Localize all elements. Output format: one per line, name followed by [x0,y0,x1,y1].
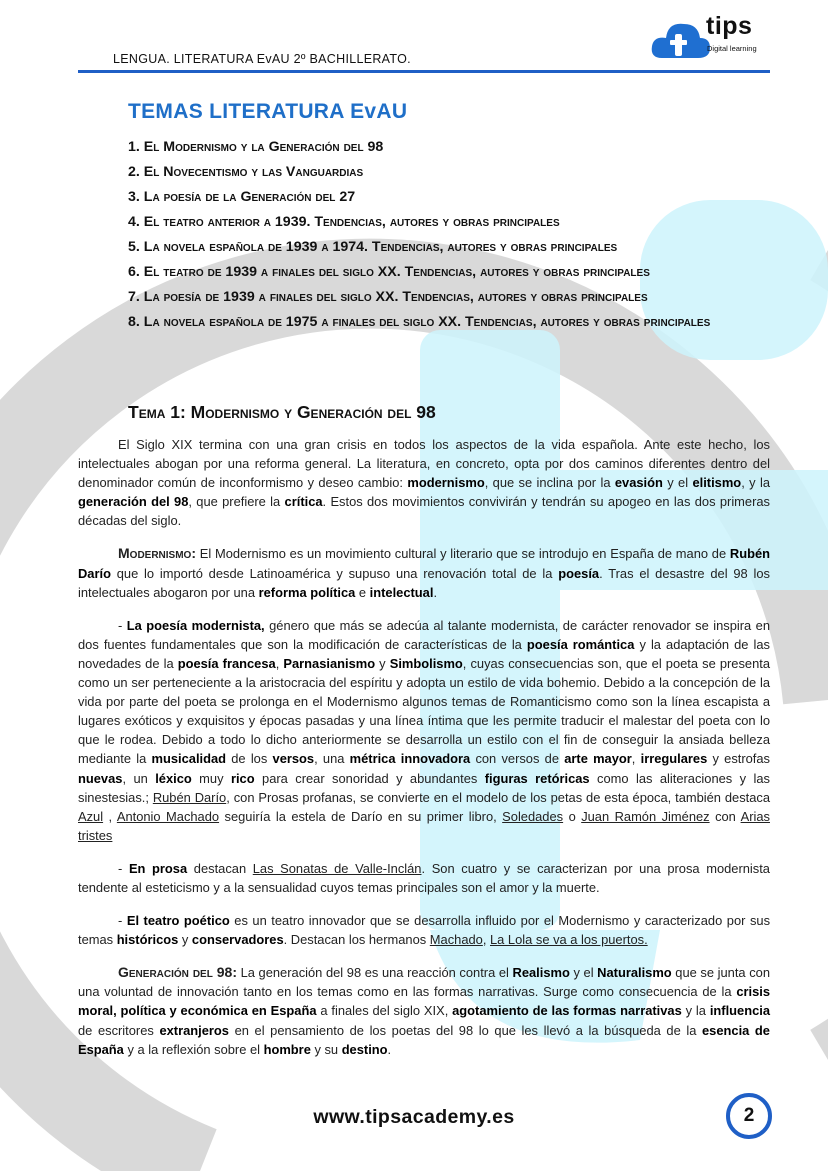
teatro-paragraph: - El teatro poético es un teatro innovador que se desarrolla influido por el Modernismo y caracterizado por sus temas históricos y conservadores. Destacan los hermanos Machado, La Lola se va a los puertos. [78,913,771,948]
body-text [78,435,770,1073]
header-rule [78,70,770,73]
topic-item: 6. El teatro de 1939 a finales del siglo XX. Tendencias, autores y obras principales [128,264,650,280]
topic-item: 2. El Novecentismo y las Vanguardias [128,164,364,180]
topic-item: 7. La poesía de 1939 a finales del siglo XX. Tendencias, autores y obras principales [128,289,648,305]
topic-item: 5. La novela española de 1939 a 1974. Tendencias, autores y obras principales [128,239,618,255]
topic-item: 3. La poesía de la Generación del 27 [128,189,356,205]
logo-brand-text: tips [706,12,753,40]
footer-url: www.tipsacademy.es [313,1106,515,1128]
header-course-title: LENGUA. LITERATURA EvAU 2º BACHILLERATO. [113,52,411,66]
logo-subtitle: Digital learning [707,44,757,53]
topics-list [78,135,770,335]
section-heading: Tema 1: Modernismo y Generación del 98 [128,402,436,422]
prosa-paragraph: - En prosa destacan Las Sonatas de Valle-Inclán. Son cuatro y se caracterizan por una prosa modernista tendente al esteticismo y a la sensualidad cuyos temas principales son el amor y la muerte. [78,860,770,895]
intro-paragraph: El Siglo XIX termina con una gran crisis en todos los aspectos de la vida española. Ante este hecho, los intelectuales abogan por una reforma general. La literatura, en concreto, opta por dos caminos diferentes dentro del denominador común de inconformismo y deseo cambio: modernismo, que se inclina por la evasión y el elitismo, y la generación del 98, que prefiere la crítica. Estos dos movimientos convivirán y tendrán su apogeo en las dos primeras décadas del siglo. [78,437,770,529]
page-number: 2 [726,1093,772,1139]
page-title: TEMAS LITERATURA EvAU [128,100,408,123]
topic-item: 1. El Modernismo y la Generación del 98 [128,139,384,155]
poesia-paragraph: - La poesía modernista, género que más se adecúa al talante modernista, de carácter renovador se inspira en dos fuentes fundamentales que son la modificación de características de la poesía romántica y la adaptación de las novedades de la poesía francesa, Parnasianismo y Simbolismo, cuyas consecuencias son, que el poeta se presenta como un ser perteneciente a la aristocracia del espíritu y adopta un estilo de vida bohemio. Debido a la concepción de la vida por parte del poeta se prolonga en el Modernismo algunos temas de Romanticismo como son la línea escapista a lugares exóticos y exquisitos y épocas pasadas y una línea íntima que les permite traducir el malestar del poeta con lo que le rodea. Debido a todo lo dicho anteriormente se desarrolla un estilo con el fin de conseguir la ansiada belleza mediante la musicalidad de los versos, una métrica innovadora con versos de arte mayor, irregulares y estrofas nuevas, un léxico muy rico para crear sonoridad y abundantes figuras retóricas como las aliteraciones y las sinestesias.; Rubén Darío, con Prosas profanas, se convierte en el modelo de los petas de esta época, también destaca Azul , Antonio Machado seguiría la estela de Darío en su primer libro, Soledades o Juan Ramón Jiménez con Arias tristes [78,617,771,843]
topic-item: 4. El teatro anterior a 1939. Tendencias, autores y obras principales [128,214,560,230]
modernismo-paragraph: Modernismo: El Modernismo es un movimiento cultural y literario que se introdujo en España de mano de Rubén Darío que lo importó desde Latinoamérica y supuso una renovación total de la poesía. Tras el desastre del 98 los intelectuales abogaron por una reforma política e intelectual. [78,545,770,600]
topic-item: 8. La novela española de 1975 a finales del siglo XX. Tendencias, autores y obras principales [128,314,711,330]
generacion-paragraph: Generación del 98: La generación del 98 es una reacción contra el Realismo y el Naturalismo que se junta con una voluntad de innovación tanto en los temas como en las formas narrativas. Surge como consecuencia de la crisis moral, política y económica en España a finales del siglo XIX, agotamiento de las formas narrativas y la influencia de escritores extranjeros en el pensamiento de los poetas del 98 lo que les llevó a la búsqueda de la esencia de España y a la reflexión sobre el hombre y su destino. [78,964,770,1057]
